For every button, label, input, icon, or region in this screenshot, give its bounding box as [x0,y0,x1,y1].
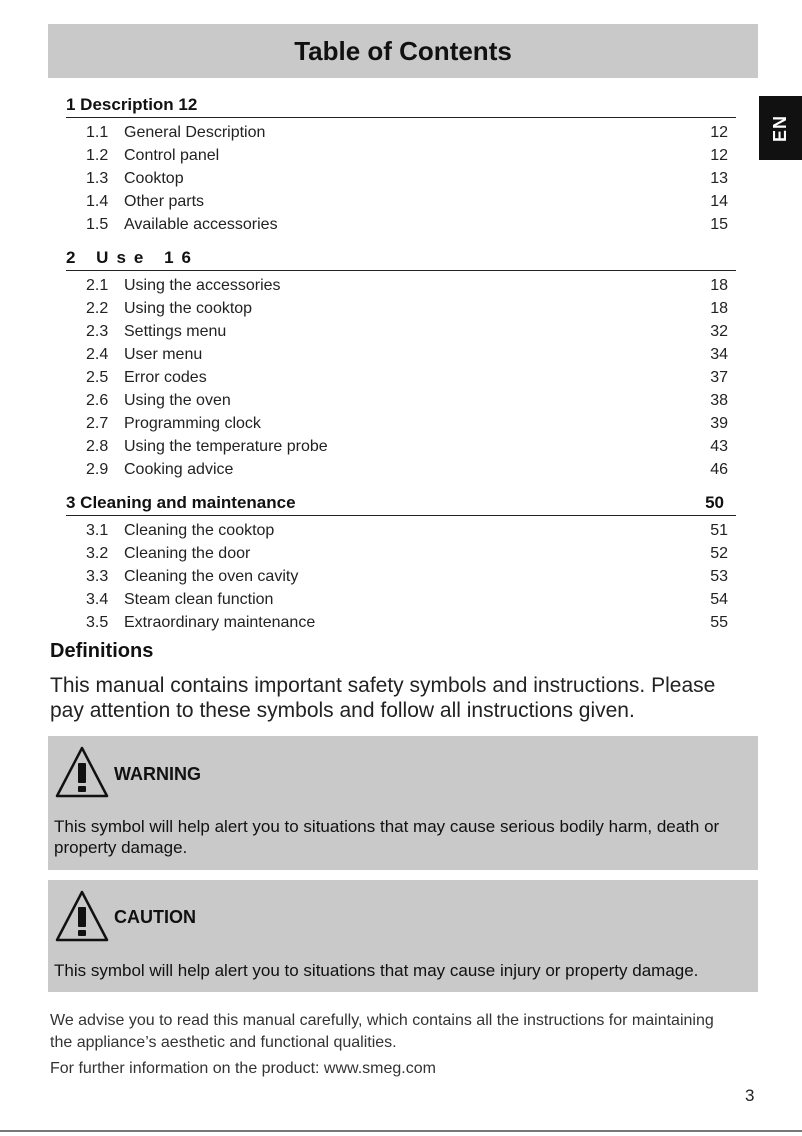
page-title: Table of Contents [294,35,512,66]
toc-item-page: 15 [710,215,728,233]
toc-item-text: Using the oven [124,391,231,409]
toc-item-number: 2.3 [86,322,109,340]
toc-item[interactable] [66,611,736,634]
toc-item-text: Steam clean function [124,590,274,608]
toc-item-text: Using the temperature probe [124,437,328,455]
toc-section-heading[interactable] [66,489,736,516]
toc-item-text: Cleaning the cooktop [124,521,275,539]
toc-item-page: 14 [710,192,728,210]
toc-item-text: User menu [124,345,203,363]
toc-item-page: 52 [710,544,728,562]
bottom-divider [0,1130,802,1132]
toc-item-text: Control panel [124,146,220,164]
toc-item-number: 3.1 [86,521,109,539]
toc-item-text: Error codes [124,368,207,386]
toc-item-number: 2.6 [86,391,109,409]
toc-item-number: 3.3 [86,567,109,585]
warning-triangle-icon [54,744,110,800]
toc-section-heading[interactable] [66,91,736,118]
toc-item[interactable] [66,435,736,458]
toc-item-page: 38 [710,391,728,409]
page-number: 3 [745,1086,755,1105]
toc-item[interactable] [66,458,736,481]
toc-item-text: Available accessories [124,215,278,233]
toc-item[interactable] [66,542,736,565]
toc-item-page: 46 [710,460,728,478]
toc-item[interactable] [66,297,736,320]
toc-item-text: Programming clock [124,414,261,432]
toc-item-number: 2.9 [86,460,109,478]
toc-item-page: 18 [710,276,728,294]
language-tab-label: EN [769,114,790,142]
toc-item-number: 1.3 [86,169,109,187]
toc-item[interactable] [66,167,736,190]
warning-text: This symbol will help alert you to situations that may cause serious bodily harm, death or property damage. [54,817,720,857]
toc-section-2 [66,244,736,489]
toc-item-text: Settings menu [124,322,227,340]
toc-item-number: 2.5 [86,368,109,386]
toc-item-text: Cleaning the door [124,544,251,562]
toc-item-number: 2.1 [86,276,109,294]
toc-item[interactable] [66,274,736,297]
title-bar [48,24,758,78]
toc-item-page: 51 [710,521,728,539]
toc-item-text: Cooking advice [124,460,234,478]
language-tab [759,96,802,160]
toc-item-number: 1.5 [86,215,109,233]
toc-item-text: Using the cooktop [124,299,253,317]
caution-box [48,880,758,992]
toc-section-1 [66,91,736,244]
toc-item-text: Using the accessories [124,276,281,294]
toc-item-text: Other parts [124,192,205,210]
toc-item[interactable] [66,412,736,435]
toc-item-text: General Description [124,123,266,141]
footer-advice: We advise you to read this manual carefully, which contains all the instructions for maintaining the appliance’s aesthetic and functional qualities. [50,1012,714,1051]
toc-item[interactable] [66,343,736,366]
toc-item-text: Cooktop [124,169,184,187]
caution-triangle-icon [54,888,110,944]
definitions-heading: Definitions [50,640,154,662]
toc-item-number: 1.2 [86,146,109,164]
toc-item-page: 53 [710,567,728,585]
caution-text: This symbol will help alert you to situations that may cause injury or property damage. [54,961,699,980]
toc-item[interactable] [66,519,736,542]
toc-item-page: 54 [710,590,728,608]
toc-item-number: 2.2 [86,299,109,317]
definitions-text: This manual contains important safety symbols and instructions. Please pay attention to these symbols and follow all instructions given. [50,674,716,722]
toc-item-page: 39 [710,414,728,432]
warning-box [48,736,758,870]
toc-item-page: 43 [710,437,728,455]
toc-item[interactable] [66,565,736,588]
toc-item-page: 13 [710,169,728,187]
table-of-contents [66,91,736,642]
toc-section-label: 1 Description 12 [66,95,198,114]
toc-item-page: 37 [710,368,728,386]
toc-section-heading[interactable] [66,244,736,271]
toc-item-page: 32 [710,322,728,340]
toc-item[interactable] [66,320,736,343]
toc-section-label: 3 Cleaning and maintenance [66,493,296,512]
toc-section-page: 50 [705,493,724,512]
toc-item-page: 18 [710,299,728,317]
toc-item-number: 1.1 [86,123,109,141]
toc-item-number: 2.4 [86,345,109,363]
caution-title: CAUTION [114,907,196,927]
toc-item[interactable] [66,366,736,389]
toc-item-number: 3.4 [86,590,109,608]
toc-item-number: 1.4 [86,192,109,210]
toc-item-text: Extraordinary maintenance [124,613,316,631]
warning-title: WARNING [114,764,201,784]
toc-item[interactable] [66,588,736,611]
toc-item-number: 2.7 [86,414,109,432]
toc-item[interactable] [66,190,736,213]
toc-item-number: 3.5 [86,613,109,631]
toc-section-3 [66,489,736,642]
toc-item[interactable] [66,144,736,167]
toc-item[interactable] [66,213,736,236]
footer-info: For further information on the product: www.smeg.com [50,1060,436,1077]
toc-section-label: 2 Use 16 [66,248,199,267]
toc-item-page: 34 [710,345,728,363]
toc-item-number: 2.8 [86,437,109,455]
toc-item[interactable] [66,389,736,412]
toc-item[interactable] [66,121,736,144]
toc-item-page: 55 [710,613,728,631]
toc-item-page: 12 [710,146,728,164]
toc-item-text: Cleaning the oven cavity [124,567,299,585]
toc-item-page: 12 [710,123,728,141]
toc-item-number: 3.2 [86,544,109,562]
